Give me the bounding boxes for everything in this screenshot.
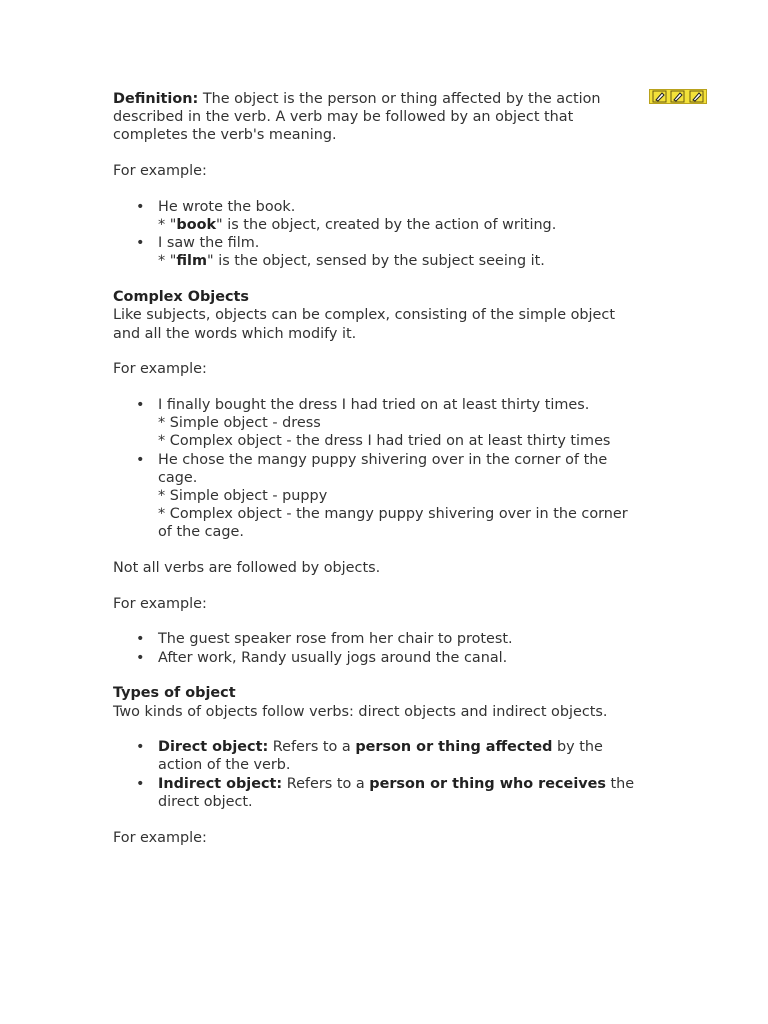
- note-prefix: * ": [158, 253, 177, 270]
- note-suffix: " is the object, sensed by the subject seeing it.: [207, 253, 545, 270]
- object-word: film: [176, 253, 207, 270]
- object-word: book: [176, 217, 217, 234]
- example-note: [158, 216, 643, 234]
- examples-list-2: [113, 396, 643, 542]
- document-body: [113, 90, 643, 864]
- type-desc-pre: Refers to a: [268, 739, 356, 756]
- pencil-icon[interactable]: [670, 90, 685, 103]
- note-prefix: * ": [158, 217, 177, 234]
- examples-list-3: [113, 630, 643, 666]
- list-item: • The guest speaker rose from her chair to protest.: [158, 630, 643, 648]
- example-sentence: I saw the film.: [158, 235, 260, 252]
- example-note: [158, 252, 643, 270]
- example-sentence: He chose the mangy puppy shivering over in the corner of the cage.: [158, 451, 608, 486]
- example-sentence: He wrote the book.: [158, 198, 296, 215]
- note-suffix: " is the object, created by the action of writing.: [216, 217, 557, 234]
- types-list: [113, 738, 643, 811]
- type-term: Direct object:: [158, 739, 269, 756]
- not-all-verbs-text: Not all verbs are followed by objects.: [113, 560, 381, 577]
- types-heading: Types of object: [113, 685, 236, 702]
- list-item: [158, 738, 643, 774]
- definition-text: The object is the person or thing affected by the action described in the verb. A verb may be followed by an object that completes the verb's meaning.: [113, 91, 601, 144]
- type-desc-post: the direct object.: [158, 775, 635, 810]
- type-desc-pre: Refers to a: [282, 775, 370, 792]
- list-item: [158, 396, 643, 451]
- example-label: For example:: [113, 361, 207, 378]
- complex-objects-paragraph: [113, 288, 643, 343]
- pencil-icon[interactable]: [652, 90, 667, 103]
- type-desc-emph: person or thing affected: [355, 739, 553, 756]
- type-term: Indirect object:: [158, 775, 283, 792]
- list-item: [158, 234, 643, 270]
- list-item: • After work, Randy usually jogs around the canal.: [158, 649, 643, 667]
- list-item: [158, 775, 643, 811]
- type-desc-post: by the action of the verb.: [158, 739, 603, 774]
- complex-objects-heading: Complex Objects: [113, 289, 249, 306]
- complex-objects-text: Like subjects, objects can be complex, consisting of the simple object and all the words which modify it.: [113, 307, 615, 342]
- complex-object-note: * Complex object - the mangy puppy shivering over in the corner of the cage.: [158, 506, 628, 541]
- definition-paragraph: [113, 90, 643, 145]
- type-desc-emph: person or thing who receives: [369, 775, 606, 792]
- simple-object-note: * Simple object - puppy: [158, 487, 328, 504]
- example-label: For example:: [113, 595, 207, 612]
- complex-object-note: * Complex object - the dress I had tried on at least thirty times: [158, 433, 611, 450]
- example-label: For example:: [113, 829, 207, 846]
- edit-icons-group[interactable]: [649, 89, 707, 104]
- example-label: For example:: [113, 163, 207, 180]
- types-paragraph: [113, 684, 643, 720]
- list-item: [158, 451, 643, 542]
- definition-label: Definition:: [113, 91, 199, 107]
- list-item: [158, 198, 643, 234]
- examples-list-1: [113, 198, 643, 271]
- simple-object-note: * Simple object - dress: [158, 415, 321, 432]
- example-sentence: I finally bought the dress I had tried on at least thirty times.: [158, 396, 590, 413]
- pencil-icon[interactable]: [689, 90, 704, 103]
- types-text: Two kinds of objects follow verbs: direct objects and indirect objects.: [113, 703, 608, 720]
